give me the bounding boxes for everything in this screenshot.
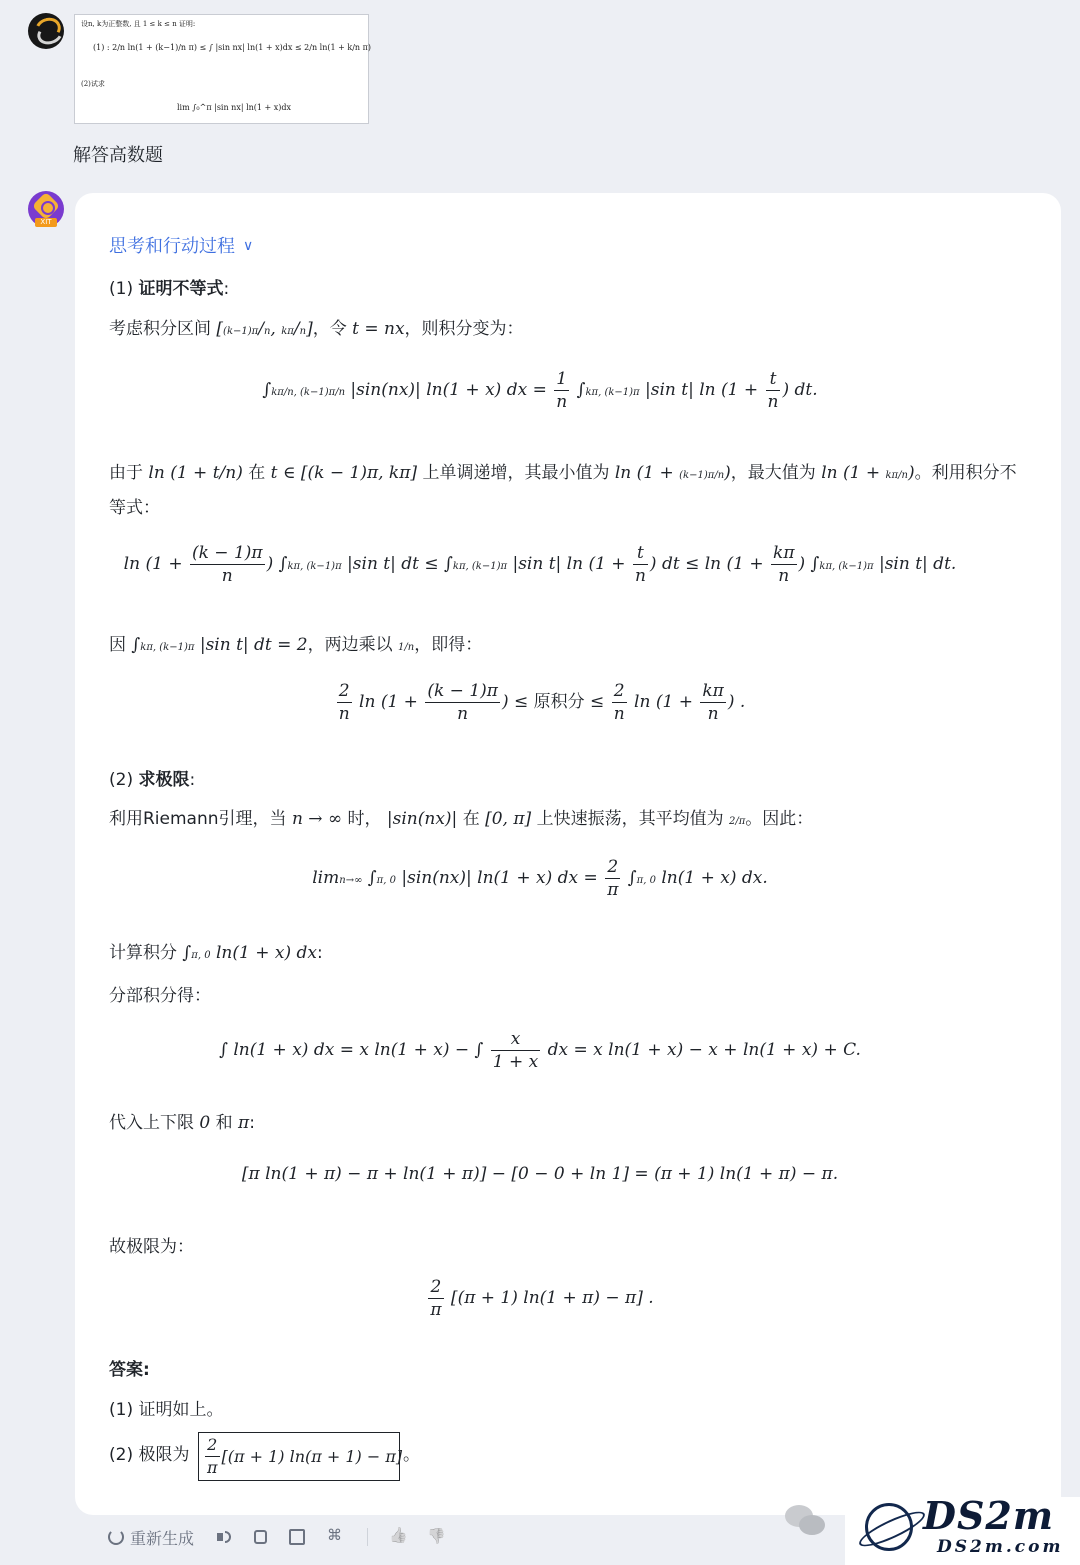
part2-line4: 代入上下限 0 和 π: [109,1113,255,1133]
part1-line3: 等式： [109,498,160,518]
math-integral-ln: ∫π, 0 ln(1 + x) dx [182,943,317,963]
part1-line2-c: 上单调递增，其最小值为 [422,463,610,483]
part1-line2 [109,460,1017,489]
part1-line2-d: ，最大值为 [730,463,816,483]
part1-line2-a: 由于 [109,463,143,483]
answer-1: (1) 证明如上。 [109,1400,224,1420]
part1-heading: (1) 证明不等式: [109,279,230,299]
watermark-subtitle: DS2m.com [937,1537,1064,1557]
thumbs-down-icon [428,1529,444,1545]
watermark-title: DS2m [923,1493,1055,1538]
regenerate-button[interactable] [108,1526,194,1549]
math-interval: [(k−1)π/n, kπ/n] [216,319,313,339]
math-ln: ln (1 + t/n) [148,463,243,483]
math-max: ln (1 + kπ/n) [821,463,915,483]
message-toolbar [108,1526,466,1548]
dislike-button[interactable] [428,1529,444,1545]
planet-icon [865,1503,913,1551]
part2-line5: 故极限为： [109,1237,194,1257]
share-button[interactable] [327,1529,343,1545]
watermark-logo [845,1493,1080,1565]
math-two-over-pi: 2/π [728,816,746,827]
image-button[interactable] [289,1529,305,1545]
part2-line1-c: 在 [462,809,480,829]
read-aloud-button[interactable] [216,1529,232,1545]
prompt-image-line2: (1) : 2/n ln(1 + (k−1)/n π) ≤ ∫ |sin nx| ln(1 + x)dx ≤ 2/n ln(1 + k/n π) [93,43,371,52]
part1-line4-c: ，即得： [414,635,483,655]
prompt-text: 解答高数题 [73,145,163,166]
regenerate-label: 重新生成 [130,1528,195,1548]
math-integral-sin: ∫kπ, (k−1)π |sin t| dt = 2 [131,635,308,655]
part2-line1 [109,806,813,835]
equation-substitution: ∫kπ/n, (k−1)π/n |sin(nx)| ln(1 + x) dx = $\frac{1}{n}$ ∫kπ, (k−1)π |sin t| ln (1 + $\frac{t}{n}$ ) dt. [262,369,818,412]
answer-2-prefix: (2) 极限为 [109,1445,190,1465]
equation-limit: limn→∞ ∫π, 0 |sin(nx)| ln(1 + x) dx = $\frac{2}{\pi}$ ∫π, 0 ln(1 + x) dx. [312,857,768,900]
prompt-image[interactable] [74,14,369,124]
part1-prefix: (1) [109,279,139,299]
math-t-range: t ∈ [(k − 1)π, kπ] [270,463,418,483]
answer-heading-text: 答案 [109,1360,143,1380]
part2-line2: 计算积分 ∫π, 0 ln(1 + x) dx: [109,943,323,963]
part1-line1-a: 考虑积分区间 [109,319,211,339]
part2-line1-b: 时， [347,809,382,829]
equation-inequality: ln (1 + $\frac{(k - 1)\pi}{n}$ ) ∫kπ, (k−1)π |sin t| dt ≤ ∫kπ, (k−1)π |sin t| ln (1 + $\frac{t}{n}$ ) dt ≤ ln (1 + $\frac{k\pi}{n}$ ) ∫kπ, (k−1)π |sin t| dt. [123,543,957,586]
prompt-image-line1: 设n, k为正整数, 且 1 ≤ k ≤ n 证明: [81,20,196,28]
answer-heading: 答案: [109,1360,150,1380]
equation-result1: $\frac{2}{n}$ ln (1 + $\frac{(k - 1)\pi}{n}$ ) ≤ 原积分 ≤ $\frac{2}{n}$ ln (1 + $\frac{k\pi}{n}$ ) . [338,681,746,724]
share-icon [327,1529,343,1545]
math-n-infty: n → ∞ [291,809,343,829]
part2-prefix: (2) [109,770,139,790]
copy-icon [254,1530,267,1544]
assistant-avatar-tag: XIT [35,218,57,227]
thinking-toggle[interactable] [109,232,253,258]
equation-final-limit: $\frac{2}{\pi}$ [(π + 1) ln(1 + π) − π] . [430,1277,654,1320]
part1-line2-e: 。利用积分不 [914,463,1017,483]
math-min: ln (1 + (k−1)π/n) [614,463,731,483]
equation-substitute-limits: [π ln(1 + π) − π + ln(1 + π)] − [0 − 0 + ln 1] = (π + 1) ln(1 + π) − π. [241,1164,839,1184]
thumbs-up-icon [390,1529,406,1545]
math-substitution: t = nx [352,319,405,339]
part2-line1-e: 。因此： [745,809,814,829]
copy-button[interactable] [254,1530,267,1544]
assistant-avatar [28,191,64,227]
part2-heading: (2) 求极限: [109,770,196,790]
part2-line4-a: 代入上下限 [109,1113,194,1133]
like-button[interactable] [390,1529,406,1545]
part2-heading-text: 求极限 [138,770,190,790]
part2-line4-b: 和 [215,1113,233,1133]
part1-line1-c: ，则积分变为： [404,319,524,339]
refresh-icon [108,1529,124,1545]
part1-line4-b: ，两边乘以 [307,635,393,655]
math-one-over-n: 1/n [398,642,415,653]
part2-line2-a: 计算积分 [109,943,177,963]
math-pi: π [238,1113,250,1133]
thinking-label: 思考和行动过程 [109,236,235,257]
part2-line1-d: 上快速振荡，其平均值为 [536,809,724,829]
math-zero: 0 [199,1113,211,1133]
part1-line1 [109,316,524,345]
math-zero-pi: [0, π] [485,809,532,829]
result-middle-text: 原积分 [533,692,585,712]
answer-2-suffix: 。 [403,1445,420,1465]
prompt-image-line4: lim ∫₀^π |sin nx| ln(1 + x)dx [177,103,292,112]
user-avatar [28,13,64,49]
chevron-down-icon: ∨ [243,238,254,254]
part1-line1-b: ，令 [312,319,347,339]
toolbar-divider [367,1528,368,1546]
wechat-icon [785,1505,827,1537]
part1-line4-a: 因 [109,635,126,655]
part1-line4 [109,632,482,661]
part1-line2-b: 在 [248,463,266,483]
answer-2-boxed: $\frac{2}{\pi}$ [(π + 1) ln(π + 1) − π] [198,1432,400,1481]
part1-heading-text: 证明不等式 [138,279,224,299]
image-icon [289,1529,305,1545]
equation-by-parts: ∫ ln(1 + x) dx = x ln(1 + x) − ∫ $\frac{x}{1 + x}$ dx = x ln(1 + x) − x + ln(1 + x) + C. [219,1029,861,1072]
math-abs-sin: |sin(nx)| [386,809,458,829]
part2-line1-a: 利用Riemann引理，当 [109,809,287,829]
part2-line3: 分部积分得： [109,986,211,1006]
prompt-image-line3: (2)试求 [81,80,105,88]
speaker-icon [216,1529,232,1545]
